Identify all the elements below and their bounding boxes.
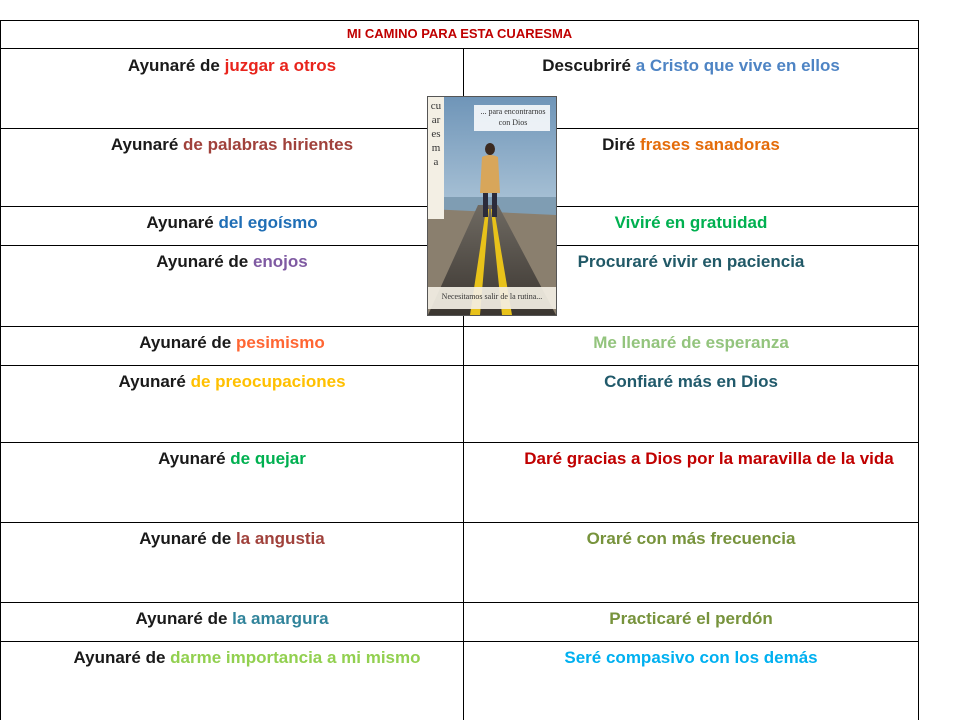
fast-prefix: Ayunaré de	[135, 609, 233, 628]
feast-prefix: Diré	[602, 135, 640, 154]
feast-cell-8	[464, 523, 918, 602]
fast-item: pesimismo	[235, 333, 325, 352]
fast-cell-10	[1, 642, 463, 720]
fast-prefix: Ayunaré	[146, 213, 219, 232]
fast-prefix: Ayunaré	[158, 449, 231, 468]
fast-item: del egoísmo	[218, 213, 318, 232]
fast-prefix: Ayunaré de	[73, 648, 171, 667]
feast-item: Oraré con más frecuencia	[586, 529, 796, 548]
fast-prefix: Ayunaré de	[156, 252, 253, 271]
feast-item: Viviré en gratuidad	[614, 213, 768, 232]
lent-illustration	[427, 96, 557, 316]
feast-item: Confiaré más en Dios	[604, 372, 778, 391]
feast-item: Me llenaré de esperanza	[593, 333, 789, 352]
fast-prefix: Ayunaré de	[139, 529, 236, 548]
fast-cell-3	[1, 207, 463, 245]
fast-item: de quejar	[230, 449, 306, 468]
table-border-right	[918, 20, 919, 720]
fast-cell-6	[1, 366, 463, 442]
fast-cell-8	[1, 523, 463, 602]
caption-bottom: Necesitamos salir de la rutina...	[441, 292, 543, 301]
feast-cell-10	[464, 642, 918, 720]
feast-cell-6	[464, 366, 918, 442]
fast-cell-1	[1, 50, 463, 128]
title-divider	[0, 48, 919, 49]
feast-cell-5	[464, 327, 918, 365]
feast-cell-9	[464, 603, 918, 641]
fast-cell-9	[1, 603, 463, 641]
fast-item: juzgar a otros	[224, 56, 337, 75]
caption-top: ... para encontrarnos con Dios	[480, 107, 546, 127]
feast-item: Seré compasivo con los demás	[564, 648, 818, 667]
fast-item: la amargura	[232, 609, 329, 628]
feast-cell-7	[464, 443, 918, 522]
fast-cell-7	[1, 443, 463, 522]
feast-item: Daré gracias a Dios por la maravilla de la vida	[524, 449, 894, 468]
fast-item: de palabras hirientes	[183, 135, 354, 154]
fast-cell-5	[1, 327, 463, 365]
table-title: MI CAMINO PARA ESTA CUARESMA	[346, 26, 573, 41]
vertical-word: cuaresma	[430, 100, 442, 168]
fast-prefix: Ayunaré de	[127, 56, 225, 75]
fast-item: de preocupaciones	[190, 372, 346, 391]
fast-item: darme importancia a mi mismo	[170, 648, 421, 667]
fast-item: enojos	[252, 252, 308, 271]
feast-item: frases sanadoras	[639, 135, 780, 154]
fast-cell-4	[1, 246, 463, 326]
fast-prefix: Ayunaré	[118, 372, 191, 391]
fast-prefix: Ayunaré	[110, 135, 184, 154]
fast-cell-2	[1, 129, 463, 206]
feast-item: Procuraré vivir en paciencia	[577, 252, 805, 271]
fast-prefix: Ayunaré de	[139, 333, 236, 352]
fast-item: la angustia	[235, 529, 325, 548]
feast-prefix: Descubriré	[542, 56, 636, 75]
feast-item: a Cristo que vive en ellos	[635, 56, 840, 75]
feast-item: Practicaré el perdón	[609, 609, 773, 628]
